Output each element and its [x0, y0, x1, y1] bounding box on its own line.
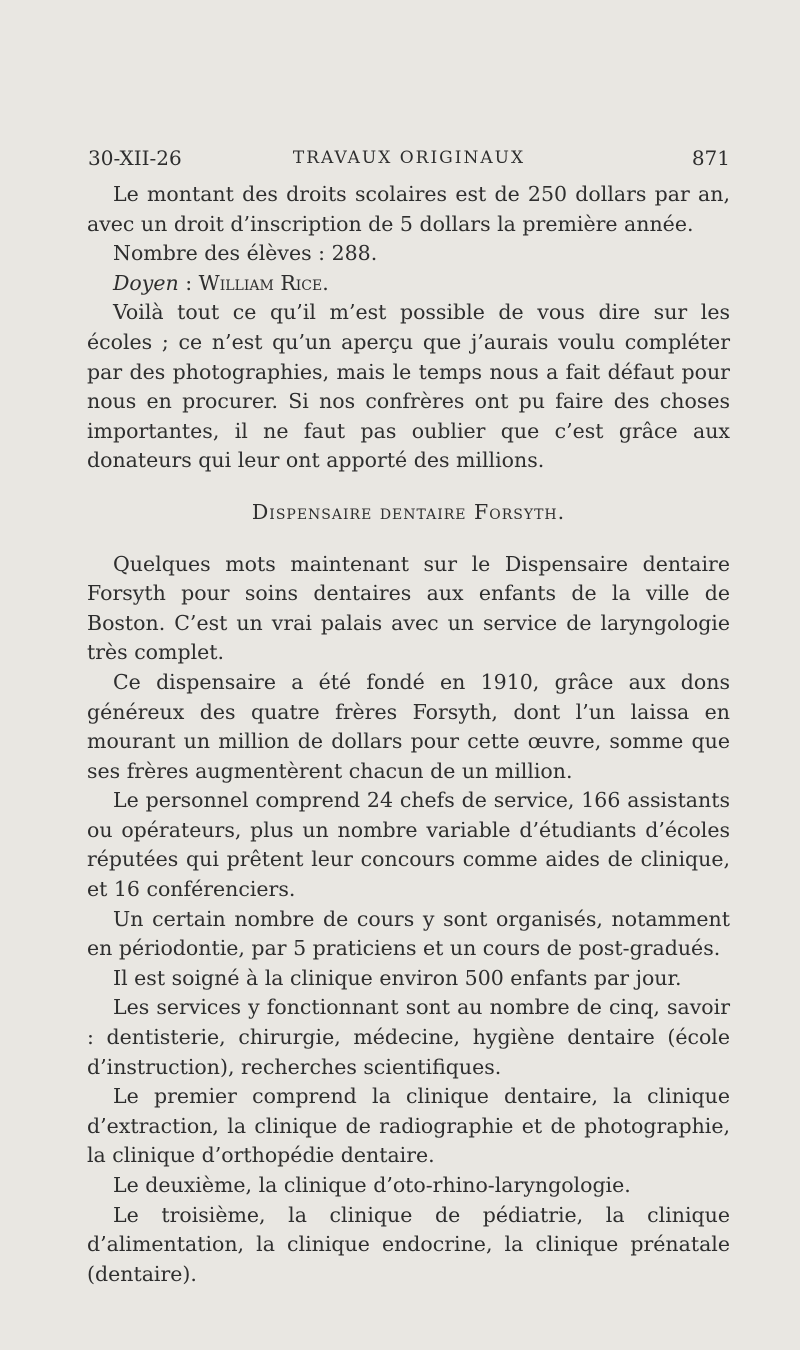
paragraph-founding: Ce dispensaire a été fondé en 1910, grâce aux dons généreux des quatre frères Forsyth, dont l’un laissa en mourant un million de dollars pour cette œuvre, somme que ses frères augmentèrent chacun de un million. — [87, 669, 730, 783]
page-body — [87, 180, 730, 1289]
paragraph-services: Les services y fonctionnant sont au nombre de cinq, savoir : dentisterie, chirurgie, médecine, hygiène dentaire (école d’instruction), recherches scientifiques. — [87, 995, 730, 1079]
paragraph-dean — [87, 269, 730, 299]
paragraph-second-service: Le deuxième, la clinique d’oto-rhino-laryngologie. — [113, 1173, 631, 1197]
page-number: 871 — [691, 146, 730, 170]
paragraph-tuition: Le montant des droits scolaires est de 250 dollars par an, avec un droit d’inscription de 5 dollars la première année. — [87, 182, 730, 236]
paragraph-schools-summary: Voilà tout ce qu’il m’est possible de vous dire sur les écoles ; ce n’est qu’un aperçu que j’aurais voulu compléter par des photographies, mais le temps nous a fait défaut pour nous en procurer. Si nos confrères ont pu faire des choses importantes, il ne faut pas oublier que c’est grâce aux donateurs qui leur ont apporté des millions. — [87, 300, 730, 473]
section-title: Dispensaire dentaire Forsyth. — [251, 499, 566, 524]
paragraph-first-service: Le premier comprend la clinique dentaire, la clinique d’extraction, la clinique de radiographie et de photographie, la clinique d’orthopédie dentaire. — [87, 1084, 730, 1168]
paragraph-staff: Le personnel comprend 24 chefs de service, 166 assistants ou opérateurs, plus un nombre variable d’étudiants d’écoles réputées qui prêtent leur concours comme aides de clinique, et 16 conférenciers. — [87, 788, 730, 902]
paragraph-courses: Un certain nombre de cours y sont organisés, notamment en périodontie, par 5 praticiens et un cours de post-gradués. — [87, 906, 730, 961]
paragraph-students: Nombre des élèves : 288. — [113, 241, 378, 266]
running-header — [88, 143, 730, 173]
dean-name: William Rice. — [198, 270, 329, 295]
paragraph-third-service: Le troisième, la clinique de pédiatrie, la clinique d’alimentation, la clinique endocrine, la clinique prénatale (dentaire). — [87, 1202, 730, 1286]
header-date: 30-XII-26 — [88, 146, 182, 170]
dean-label: Doyen — [113, 270, 179, 295]
paragraph-children: Il est soigné à la clinique environ 500 enfants par jour. — [113, 965, 682, 990]
dean-separator: : — [178, 270, 199, 295]
paragraph-intro: Quelques mots maintenant sur le Dispensaire dentaire Forsyth pour soins dentaires aux enfants de la ville de Boston. C’est un vrai palais avec un service de laryngologie très complet. — [87, 551, 730, 665]
header-title: TRAVAUX ORIGINAUX — [292, 148, 526, 168]
